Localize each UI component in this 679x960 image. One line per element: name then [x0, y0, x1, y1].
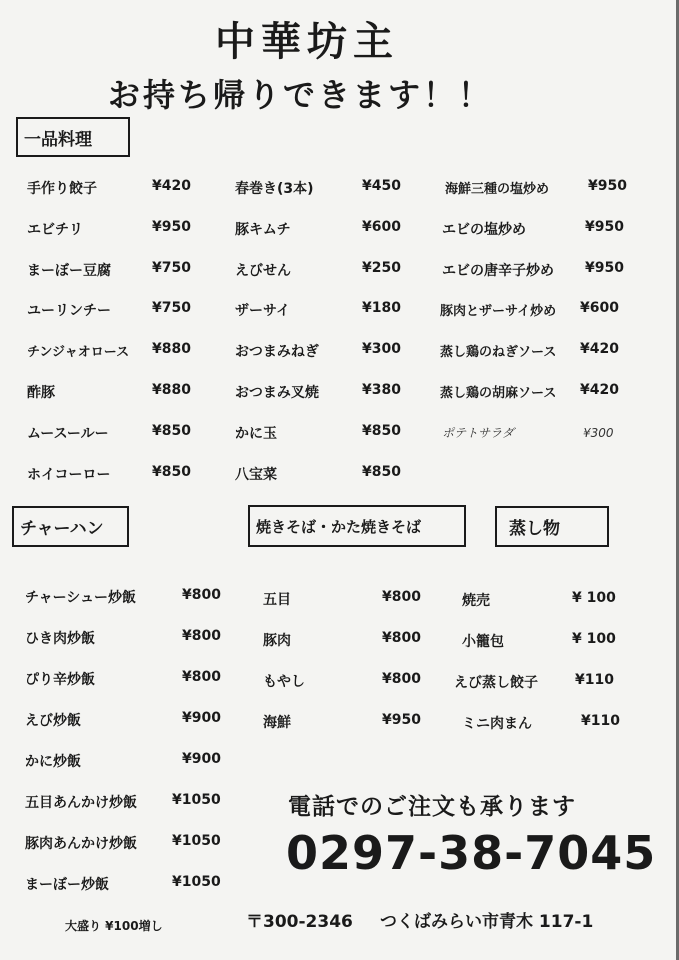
- menu-item-name: エビチリ: [27, 222, 83, 238]
- phone-number: 0297-38-7045: [286, 826, 657, 880]
- menu-item-name: ザーサイ: [235, 303, 291, 319]
- section-mushimono-label: 蒸し物: [495, 506, 609, 547]
- address: つくばみらい市青木 117-1: [380, 912, 594, 932]
- menu-item-price-handwritten: ¥300: [583, 426, 614, 440]
- menu-item-price: ¥800: [382, 671, 421, 687]
- menu-item-price: ¥850: [152, 423, 191, 439]
- postal-code: 〒300-2346: [246, 912, 353, 932]
- menu-item-name: 五目あんかけ炒飯: [25, 795, 137, 811]
- menu-item-name: えびせん: [235, 263, 291, 279]
- menu-item-price: ¥420: [580, 341, 619, 357]
- menu-item-name: 蒸し鶏のねぎソース: [440, 345, 557, 360]
- menu-item-price: ¥800: [382, 630, 421, 646]
- menu-item-name: エビの唐辛子炒め: [442, 263, 554, 279]
- menu-item-name: まーぼー豆腐: [27, 263, 111, 279]
- menu-item-price: ¥900: [182, 710, 221, 726]
- menu-item-name: おつまみねぎ: [235, 344, 319, 360]
- menu-item-price: ¥450: [362, 178, 401, 194]
- menu-item-price: ¥950: [588, 178, 627, 194]
- menu-item-name: 八宝菜: [235, 467, 277, 483]
- menu-item-price: ¥420: [152, 178, 191, 194]
- menu-item-price: ¥180: [362, 300, 401, 316]
- menu-item-price: ¥300: [362, 341, 401, 357]
- menu-item-name: ムースールー: [27, 426, 109, 442]
- menu-item-name: 豚肉あんかけ炒飯: [25, 836, 137, 852]
- section-ippin-label: 一品料理: [16, 117, 130, 157]
- menu-item-price: ¥ 100: [572, 631, 616, 647]
- menu-item-price: ¥880: [152, 382, 191, 398]
- menu-item-price: ¥800: [182, 669, 221, 685]
- menu-item-name: かに炒飯: [25, 754, 81, 770]
- menu-item-price: ¥950: [585, 260, 624, 276]
- large-portion-note: 大盛り ¥100増し: [65, 919, 163, 933]
- menu-item-name: 豚キムチ: [235, 222, 291, 238]
- menu-item-price: ¥850: [362, 464, 401, 480]
- menu-item-name: 手作り餃子: [27, 181, 97, 197]
- menu-item-name: ひき肉炒飯: [25, 631, 95, 647]
- menu-item-name: ミニ肉まん: [462, 716, 532, 732]
- menu-item-price: ¥600: [362, 219, 401, 235]
- menu-item-name: 小籠包: [462, 634, 504, 650]
- menu-item-price: ¥110: [581, 713, 620, 729]
- restaurant-title: 中華坊主: [215, 19, 399, 65]
- menu-item-price: ¥1050: [172, 792, 221, 808]
- menu-item-price: ¥850: [152, 464, 191, 480]
- menu-item-name: チンジャオロース: [27, 345, 130, 360]
- menu-item-name: えび炒飯: [25, 713, 81, 729]
- menu-item-name: もやし: [263, 674, 305, 690]
- menu-item-price: ¥420: [580, 382, 619, 398]
- menu-item-name: 酢豚: [27, 385, 55, 401]
- menu-item-price: ¥380: [362, 382, 401, 398]
- menu-item-price: ¥1050: [172, 874, 221, 890]
- menu-item-name: おつまみ叉焼: [235, 385, 319, 401]
- menu-item-price: ¥800: [182, 628, 221, 644]
- menu-item-name: 豚肉とザーサイ炒め: [440, 304, 557, 319]
- menu-item-price: ¥950: [585, 219, 624, 235]
- takeout-subtitle: お持ち帰りできます！！: [108, 76, 494, 114]
- menu-item-price: ¥850: [362, 423, 401, 439]
- menu-item-name: ユーリンチー: [27, 303, 111, 319]
- menu-item-name: チャーシュー炒飯: [25, 590, 137, 606]
- phone-order-label: 電話でのご注文も承ります: [288, 794, 576, 820]
- menu-item-price: ¥ 100: [572, 590, 616, 606]
- menu-item-name: 豚肉: [263, 633, 291, 649]
- menu-item-price: ¥1050: [172, 833, 221, 849]
- menu-item-name: 焼売: [462, 593, 490, 609]
- menu-item-name: エビの塩炒め: [442, 222, 526, 238]
- menu-item-name: 海鮮三種の塩炒め: [445, 182, 550, 197]
- menu-item-price: ¥880: [152, 341, 191, 357]
- menu-item-price: ¥800: [382, 589, 421, 605]
- menu-item-price: ¥110: [575, 672, 614, 688]
- menu-item-price: ¥750: [152, 300, 191, 316]
- menu-item-name: えび蒸し餃子: [454, 675, 538, 691]
- menu-item-price: ¥950: [382, 712, 421, 728]
- menu-item-name: 蒸し鶏の胡麻ソース: [440, 386, 557, 401]
- menu-item-price: ¥750: [152, 260, 191, 276]
- menu-item-name: まーぼー炒飯: [25, 877, 109, 893]
- menu-item-price: ¥900: [182, 751, 221, 767]
- menu-item-price: ¥600: [580, 300, 619, 316]
- menu-item-name: 海鮮: [263, 715, 291, 731]
- section-yakisoba-label: 焼きそば・かた焼きそば: [248, 505, 466, 547]
- menu-item-name: 春巻き(3本): [235, 181, 314, 197]
- menu-item-price: ¥950: [152, 219, 191, 235]
- menu-item-name: ホイコーロー: [27, 467, 111, 483]
- menu-item-name: かに玉: [235, 426, 277, 442]
- menu-item-price: ¥800: [182, 587, 221, 603]
- section-chahan-label: チャーハン: [12, 506, 129, 547]
- menu-item-name: ぴり辛炒飯: [25, 672, 95, 688]
- menu-item-name-handwritten: ポテトサラダ: [442, 426, 514, 440]
- menu-item-name: 五目: [263, 592, 291, 608]
- menu-item-price: ¥250: [362, 260, 401, 276]
